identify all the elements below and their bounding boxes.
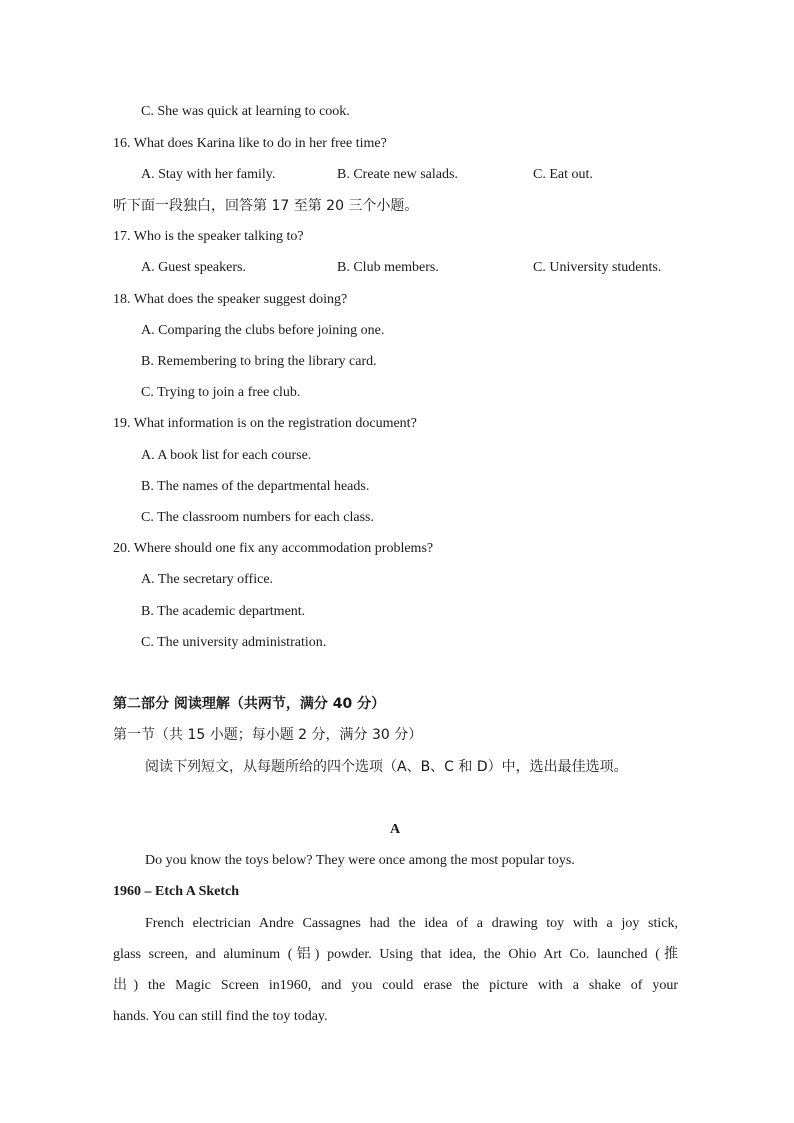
- reading-instruction: 阅读下列短文，从每题所给的四个选项（A、B、C 和 D）中，选出最佳选项。: [145, 759, 628, 775]
- toy1-paragraph-line: 出) the Magic Screen in1960, and you could erase the picture with a shake of your: [113, 978, 678, 993]
- q19-option-c: C. The classroom numbers for each class.: [141, 510, 375, 525]
- q20-option-c: C. The university administration.: [141, 635, 327, 650]
- reading-section-title: 第一节（共 15 小题；每小题 2 分，满分 30 分）: [113, 727, 423, 743]
- q16-option-b: B. Create new salads.: [337, 167, 458, 182]
- q17-option-b: B. Club members.: [337, 260, 439, 275]
- q16-option-a: A. Stay with her family.: [141, 167, 276, 182]
- q19-option-a: A. A book list for each course.: [141, 448, 312, 463]
- q18-stem: 18. What does the speaker suggest doing?: [113, 292, 348, 307]
- q18-option-c: C. Trying to join a free club.: [141, 385, 301, 400]
- toy1-paragraph-line: glass screen, and aluminum (铝) powder. Using that idea, the Ohio Art Co. launched (推: [113, 947, 678, 962]
- q16-stem: 16. What does Karina like to do in her free time?: [113, 136, 387, 151]
- toy1-paragraph-line: hands. You can still find the toy today.: [113, 1009, 328, 1024]
- q17-option-a: A. Guest speakers.: [141, 260, 246, 275]
- listening-section-instruction: 听下面一段独白，回答第 17 至第 20 三个小题。: [113, 198, 419, 214]
- q18-option-a: A. Comparing the clubs before joining one.: [141, 323, 385, 338]
- passage-label: A: [390, 822, 401, 837]
- q19-option-b: B. The names of the departmental heads.: [141, 479, 370, 494]
- q15-option-c: C. She was quick at learning to cook.: [141, 104, 350, 119]
- q20-stem: 20. Where should one fix any accommodation problems?: [113, 541, 434, 556]
- reading-part-title: 第二部分 阅读理解（共两节，满分 40 分）: [113, 696, 386, 712]
- toy1-heading: 1960 – Etch A Sketch: [113, 884, 240, 899]
- q16-option-c: C. Eat out.: [533, 167, 593, 182]
- q20-option-a: A. The secretary office.: [141, 572, 274, 587]
- q17-stem: 17. Who is the speaker talking to?: [113, 229, 304, 244]
- q18-option-b: B. Remembering to bring the library card.: [141, 354, 377, 369]
- q19-stem: 19. What information is on the registration document?: [113, 416, 417, 431]
- q17-option-c: C. University students.: [533, 260, 662, 275]
- passage-intro: Do you know the toys below? They were once among the most popular toys.: [145, 853, 575, 868]
- toy1-paragraph-line: French electrician Andre Cassagnes had the idea of a drawing toy with a joy stick,: [145, 916, 678, 931]
- q20-option-b: B. The academic department.: [141, 604, 306, 619]
